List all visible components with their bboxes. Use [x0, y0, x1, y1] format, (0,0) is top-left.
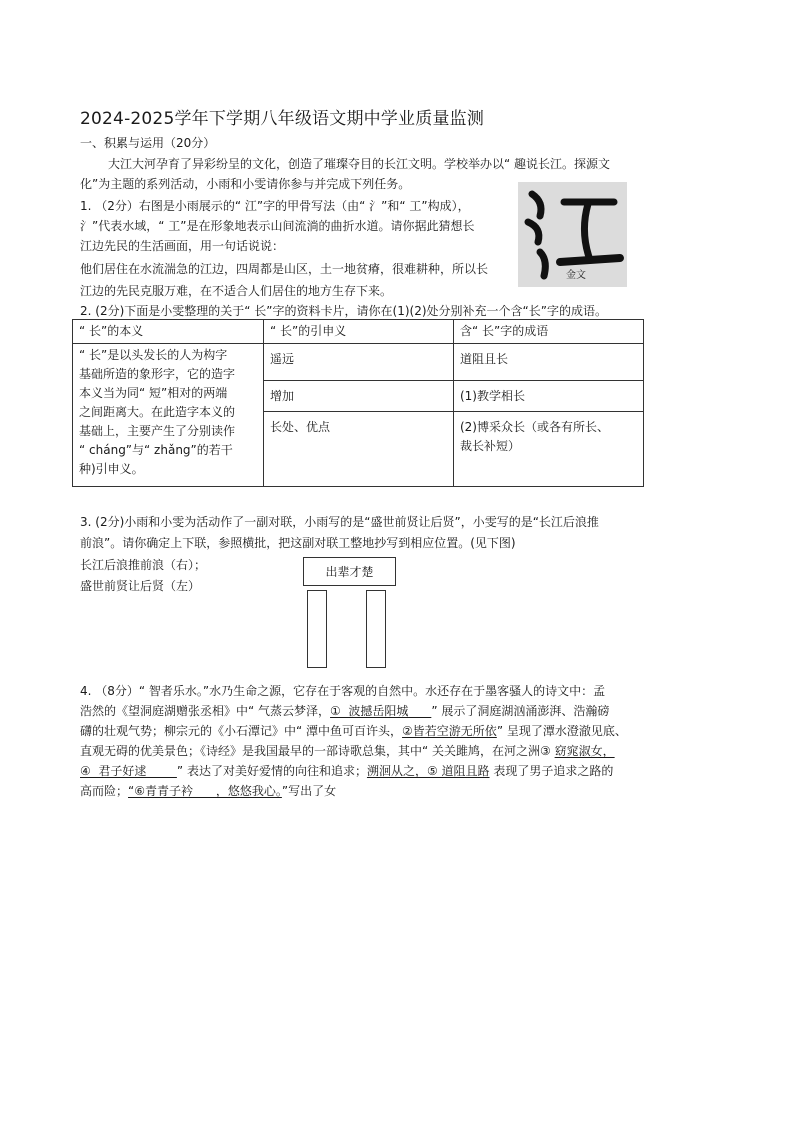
q4-answer-6: “⑥青青子衿 ，悠悠我心。: [128, 784, 282, 798]
q1-line-2: 氵”代表水域，“ 工”是在形象地表示山间流淌的曲折水道。请你据此猜想长: [80, 219, 475, 233]
q4-answer-2: ②皆若空游无所依: [402, 724, 497, 738]
header-idioms: 含“ 长”字的成语: [453, 320, 643, 344]
q4-line-3: [80, 722, 627, 741]
idiom-cell: 道阻且长: [453, 344, 643, 381]
q3-answer-right: 长江后浪推前浪（右）；: [80, 558, 207, 572]
couplet-right-scroll: [366, 590, 386, 668]
q4-line-6: [80, 782, 336, 801]
q3-answer-left: 盛世前贤让后贤（左）: [80, 579, 201, 593]
idiom-line: (2)博采众长（或各有所长、: [459, 420, 609, 434]
extended-meaning-cell: 长处、优点: [264, 412, 454, 487]
q4-text: ”写出了女: [281, 784, 337, 798]
q4-line-5: [80, 762, 613, 781]
meaning-line: 之间距离大。在此造字本义的: [79, 405, 236, 419]
q4-text: 浩然的《望洞庭湖赠张丞相》中“ 气蒸云梦泽，: [80, 704, 331, 718]
original-meaning-cell: [73, 344, 264, 487]
q4-line-2: [80, 702, 609, 721]
idiom-line: 裁长补短）: [459, 439, 520, 453]
meaning-line: 本义当为同“ 短”相对的两端: [79, 386, 228, 400]
q4-answer-3: 窈窕淑女，: [554, 744, 615, 758]
meaning-line: “ 长”是以头发长的人为构字: [79, 348, 228, 362]
intro-line-1: 大江大河孕育了异彩纷呈的文化，创造了璀璨夺目的长江文明。学校举办以“ 趣说长江。探源文: [108, 157, 611, 171]
q4-answer-5: 溯洄从之，⑤ 道阻且路: [366, 764, 490, 778]
jiang-character-image: [518, 182, 627, 287]
header-extended-meaning: “ 长”的引申义: [264, 320, 454, 344]
q4-answer-4: ④ 君子好逑: [80, 764, 177, 778]
table-header-row: [73, 320, 644, 344]
extended-meaning-cell: 遥远: [264, 344, 454, 381]
header-original-meaning: “ 长”的本义: [73, 320, 264, 344]
intro-line-2: 化”为主题的系列活动，小雨和小雯请你参与并完成下列任务。: [80, 177, 411, 191]
q4-text: 礴的壮观气势；柳宗元的《小石潭记》中“ 潭中鱼可百许头，: [80, 724, 403, 738]
q4-text: 表现了男子追求之路的: [489, 764, 614, 778]
section-heading: 一、积累与运用（20分）: [80, 136, 216, 150]
q4-line-4: [80, 742, 615, 761]
q4-answer-1: ① 波撼岳阳城: [330, 704, 432, 718]
meaning-line: 基础上，主要产生了分别读作: [79, 424, 236, 438]
q4-text: 高而险；: [80, 784, 129, 798]
q1-answer-line-2: 江边的先民克服万难，在不适合人们居住的地方生存下来。: [80, 284, 393, 298]
q3-line-2: 前浪”。请你确定上下联，参照横批，把这副对联工整地抄写到相应位置。(见下图): [80, 536, 516, 550]
meaning-line: “ cháng”与“ zhǎng”的若干: [79, 443, 233, 457]
meaning-line: 基础所造的象形字，它的造字: [79, 367, 236, 381]
q1-line-1: 1. （2分）右图是小雨展示的“ 江”字的甲骨写法（由“ 氵”和“ 工”构成），: [80, 199, 470, 213]
q3-line-1: 3. (2分)小雨和小雯为活动作了一副对联，小雨写的是“盛世前贤让后贤”，小雯写的是“长江后浪推: [80, 515, 599, 529]
q2-line-1: 2. (2分)下面是小雯整理的关于“ 长”字的资料卡片，请你在(1)(2)处分别补充一个含“长”字的成语。: [80, 304, 607, 318]
extended-meaning-cell: 增加: [264, 381, 454, 412]
q1-answer-line-1: 他们居住在水流湍急的江边，四周都是山区，土一地贫瘠，很难耕种，所以长: [80, 262, 489, 276]
idiom-cell-answer-2: [453, 412, 643, 487]
couplet-left-scroll: [307, 590, 327, 668]
table-row: [73, 344, 644, 381]
chang-info-card-table: [72, 319, 644, 487]
q4-text: ” 表达了对美好爱情的向往和追求；: [176, 764, 367, 778]
q4-line-1: 4. （8分）“ 智者乐水。”水乃生命之源，它存在于客观的自然中。水还存在于墨客骚人的诗文中：孟: [80, 684, 606, 698]
q4-text: 直观无碍的优美景色；《诗经》是我国最早的一部诗歌总集，其中“ 关关雎鸠，在河之洲③: [80, 744, 555, 758]
q4-text: ” 展示了洞庭湖汹涌澎湃、浩瀚磅: [431, 704, 610, 718]
couplet-horizontal-scroll: 出辈才楚: [303, 557, 396, 586]
q4-text: ” 呈现了潭水澄澈见底、: [496, 724, 627, 738]
idiom-cell-answer-1: (1)教学相长: [453, 381, 643, 412]
exam-title: 2024-2025学年下学期八年级语文期中学业质量监测: [80, 109, 485, 129]
meaning-line: 种)引申义。: [79, 462, 144, 476]
jin-caption: 金文: [566, 270, 586, 281]
q1-line-3: 江边先民的生活画面，用一句话说说：: [80, 239, 285, 253]
